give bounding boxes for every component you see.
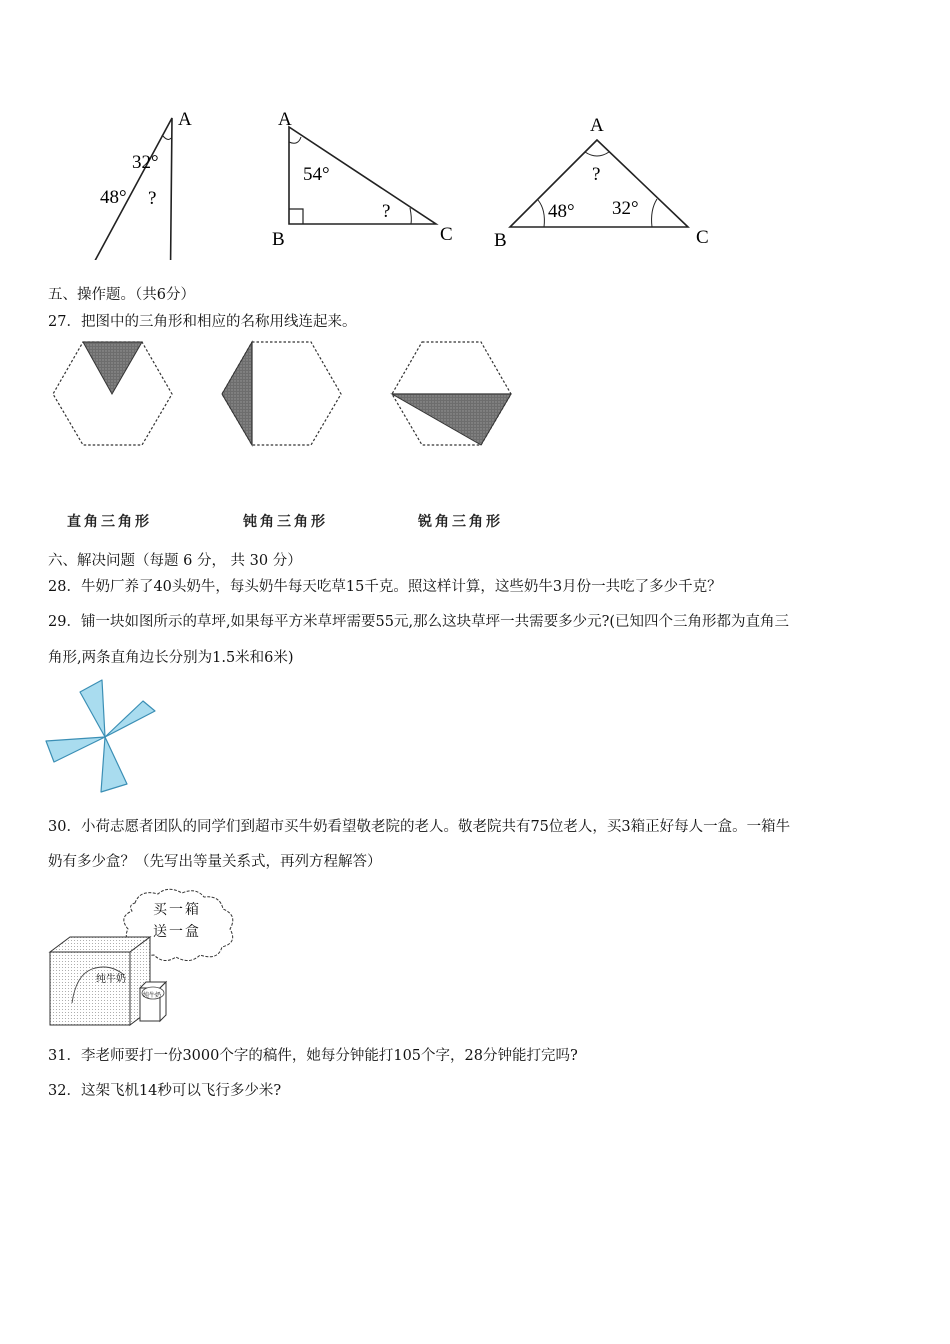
tri3-vertex-a: A: [590, 115, 604, 136]
hexagon-1: [53, 342, 172, 445]
question-30-line-1: 30．小荷志愿者团队的同学们到超市买牛奶看望敬老院的老人。敬老院共有75位老人，买3箱正好每人一盒。一箱牛: [48, 819, 791, 835]
tri3-vertex-c: C: [696, 227, 709, 248]
tri3-angle-a: ?: [592, 164, 601, 185]
tri1-angle-c: ?: [148, 188, 157, 209]
bubble-text-line-1: 买一箱: [153, 902, 201, 918]
tri1-vertex-a: A: [178, 109, 192, 130]
name-label-obtuse-triangle: 钝角三角形: [243, 514, 328, 530]
tri2-vertex-a: A: [278, 109, 292, 130]
lawn-triangle-top: [80, 680, 105, 737]
milk-box-figure: [40, 885, 250, 1030]
question-27: 27．把图中的三角形和相应的名称用线连起来。: [48, 314, 357, 330]
question-29-line-1: 29．铺一块如图所示的草坪,如果每平方米草坪需要55元,那么这块草坪一共需要多少元?(已知四个三角形都为直角三: [48, 614, 790, 630]
tri1-angle-b: 48°: [100, 187, 127, 208]
triangle-2: [272, 109, 453, 250]
tri1-angle-a: 32°: [132, 152, 159, 173]
lawn-figure: [40, 676, 170, 801]
lawn-triangle-right: [105, 701, 155, 737]
milk-box-art: [40, 885, 250, 1030]
hexagons-figure: [0, 335, 560, 455]
triangles-figure: [0, 100, 760, 260]
tri3-angle-c: 32°: [612, 198, 639, 219]
tri2-angle-c: ?: [382, 201, 391, 222]
question-28: 28．牛奶厂养了40头奶牛，每头奶牛每天吃草15千克。照这样计算，这些奶牛3月份一共吃了多少千克？: [48, 579, 722, 595]
triangle-3: [494, 115, 709, 251]
tri2-vertex-c: C: [440, 224, 453, 245]
hexagon-2: [222, 342, 341, 445]
milk-carton-label: 纯牛奶: [143, 992, 162, 999]
tri3-vertex-b: B: [494, 230, 507, 251]
hexagon-3: [392, 342, 511, 445]
tri2-angle-a: 54°: [303, 164, 330, 185]
name-label-acute-triangle: 锐角三角形: [418, 514, 503, 530]
tri2-vertex-b: B: [272, 229, 285, 250]
tri3-angle-b: 48°: [548, 201, 575, 222]
section-6-heading: 六、解决问题（每题 6 分， 共 30 分）: [48, 553, 302, 569]
lawn-triangle-left: [46, 737, 105, 762]
question-30-line-2: 奶有多少盒？（先写出等量关系式，再列方程解答）: [48, 854, 382, 870]
milk-box-label: 纯牛奶: [96, 974, 126, 985]
question-29-line-2: 角形,两条直角边长分别为1.5米和6米): [48, 650, 294, 666]
triangle-1: [54, 109, 192, 260]
lawn-triangle-bottom: [101, 737, 127, 792]
section-5-heading: 五、操作题。（共6分）: [48, 287, 195, 303]
question-31: 31．李老师要打一份3000个字的稿件，她每分钟能打105个字，28分钟能打完吗?: [48, 1048, 578, 1064]
name-label-right-triangle: 直角三角形: [67, 514, 152, 530]
question-32: 32．这架飞机14秒可以飞行多少米?: [48, 1083, 282, 1099]
bubble-text-line-2: 送一盒: [153, 924, 201, 940]
